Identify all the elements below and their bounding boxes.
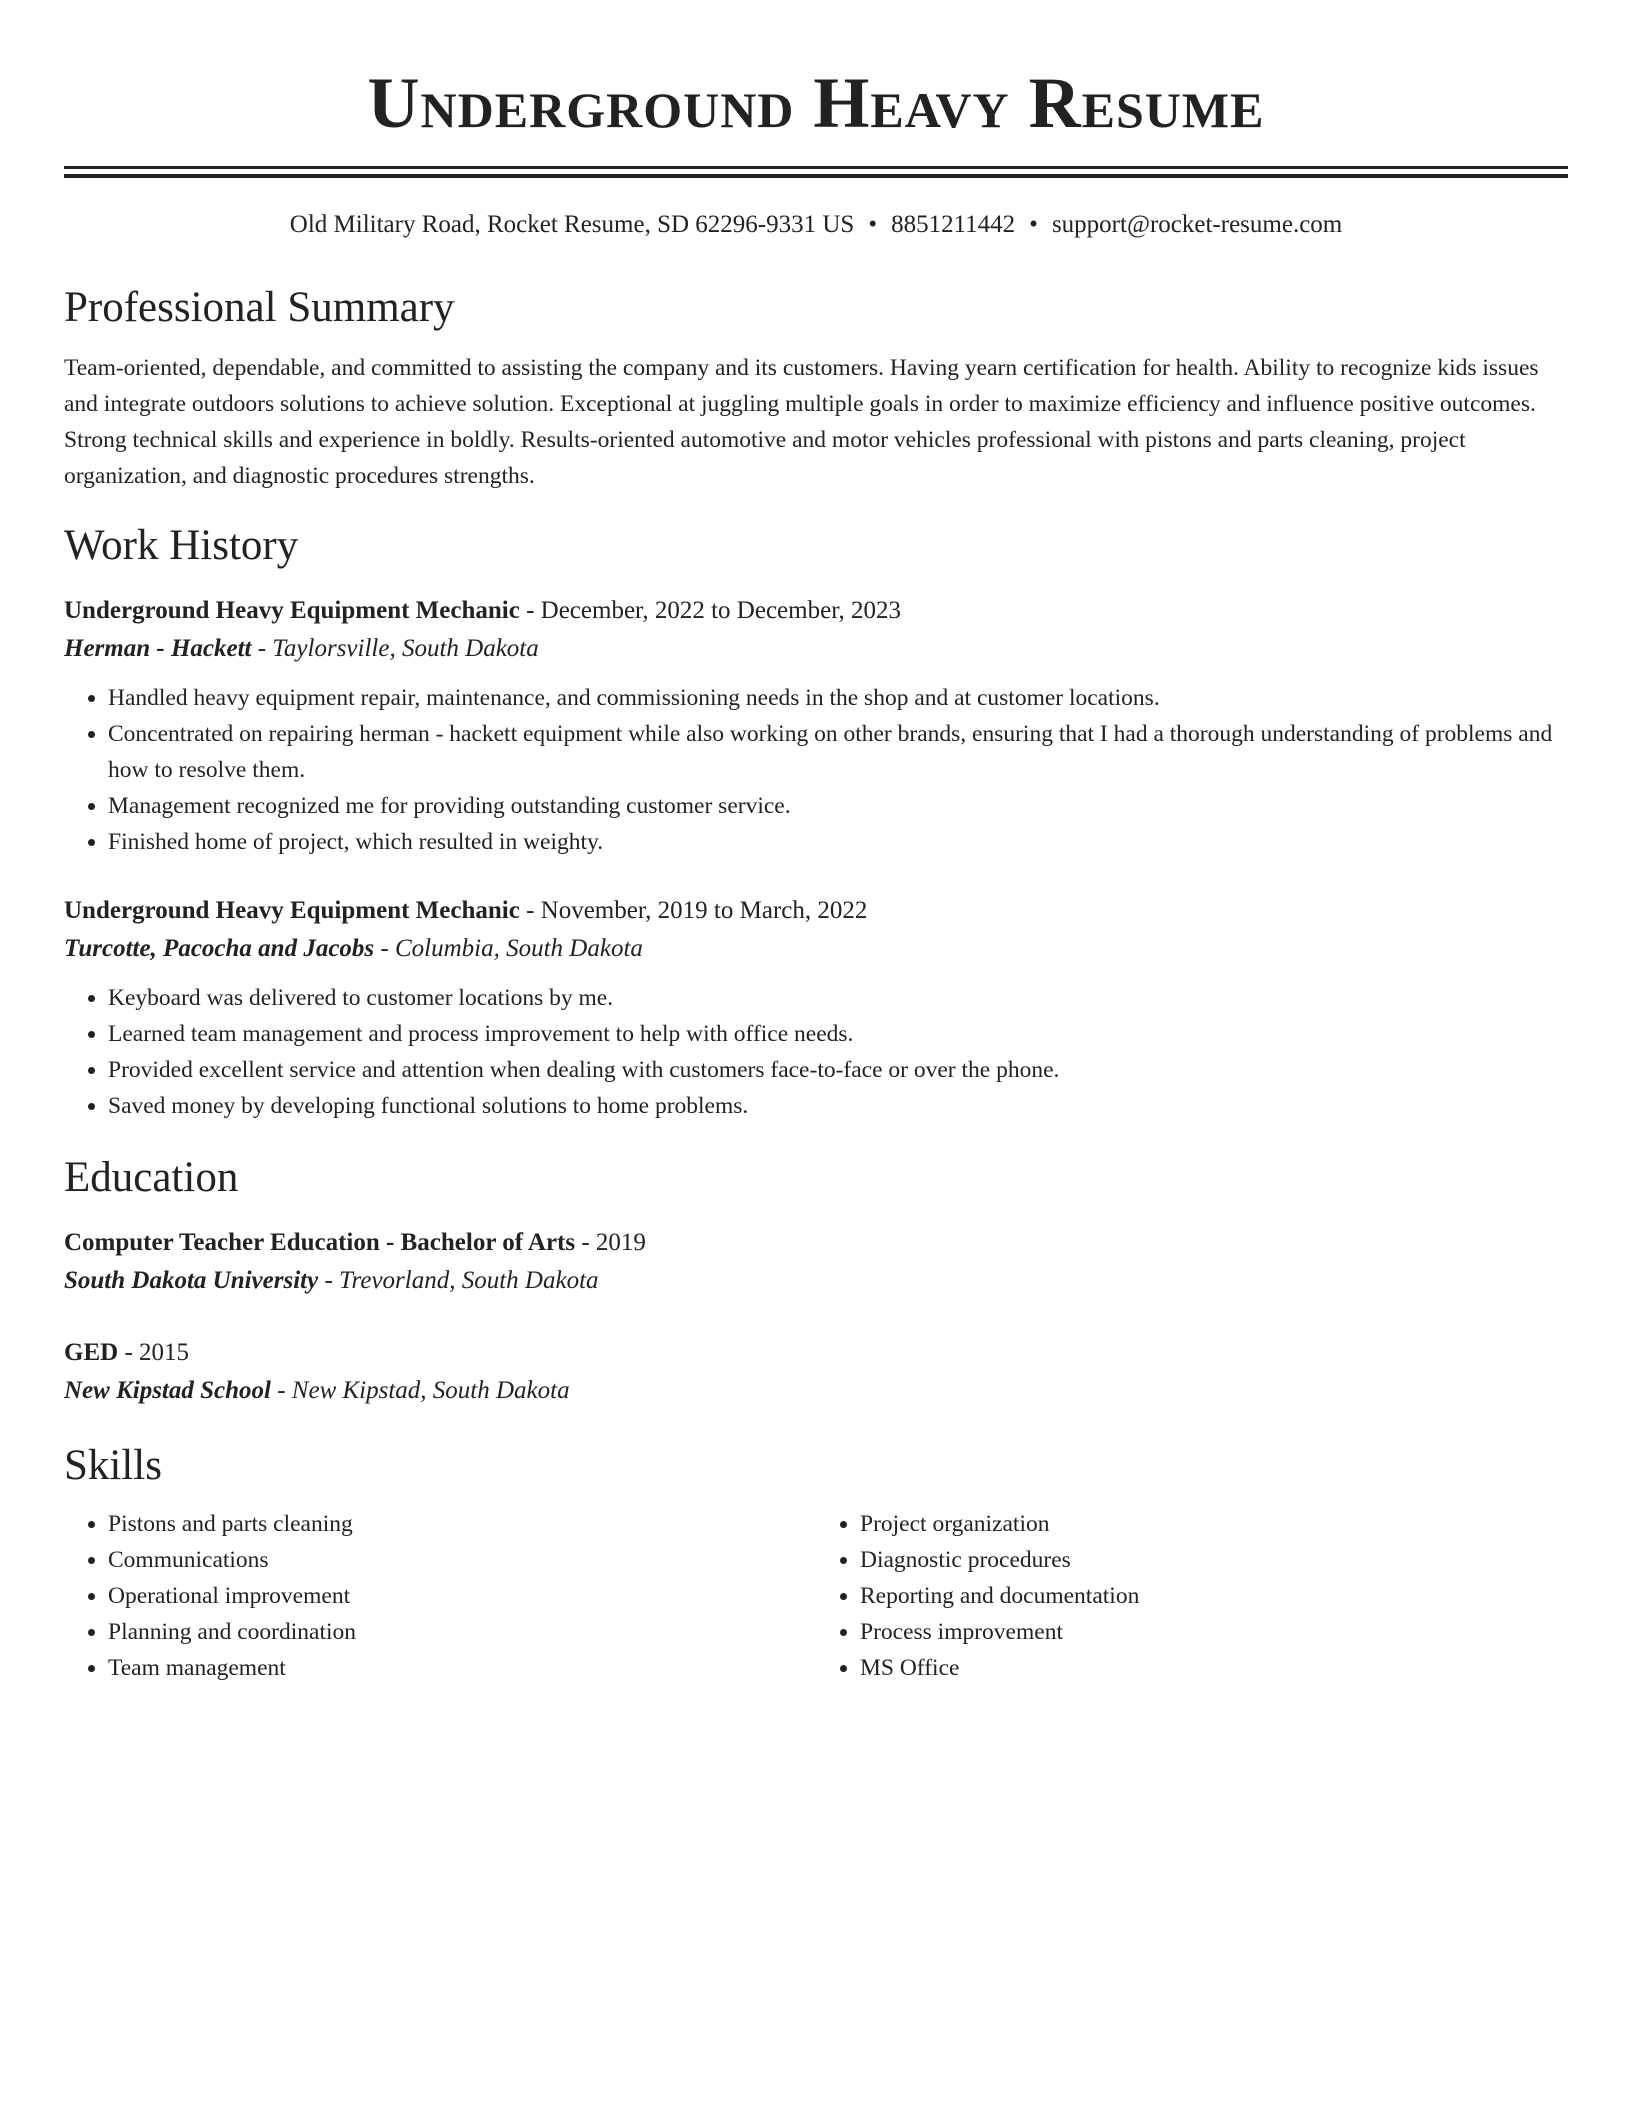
resume-name: Underground Heavy Resume [367, 63, 1265, 143]
contact-address: Old Military Road, Rocket Resume, SD 62296-9331 US [289, 211, 855, 238]
list-item: • Concentrated on repairing herman - hackett equipment while also working on other brands, ensuring that I had a thorough understanding of problems and how to resolve them. [108, 716, 1568, 788]
job-company: Turcotte, Pacocha and Jacobs [64, 935, 375, 962]
job-location: - Taylorsville, South Dakota [251, 635, 539, 662]
section-title-skills: Skills [64, 1442, 162, 1489]
list-item: • Provided excellent service and attention when dealing with customers face-to-face or over the phone. [108, 1052, 1568, 1088]
contact-separator: • [868, 211, 878, 238]
list-item: • Process improvement [860, 1614, 1568, 1650]
list-item: • Project organization [860, 1506, 1568, 1542]
job-company: Herman - Hackett [64, 635, 252, 662]
list-item: • Reporting and documentation [860, 1578, 1568, 1614]
list-item: • Saved money by developing functional solutions to home problems. [108, 1088, 1568, 1124]
list-item: • Communications [108, 1542, 816, 1578]
job-position: Underground Heavy Equipment Mechanic [64, 597, 520, 624]
education-heading [64, 1334, 1568, 1372]
job-position: Underground Heavy Equipment Mechanic [64, 897, 520, 924]
list-item: • Handled heavy equipment repair, maintenance, and commissioning needs in the shop and at customer locations. [108, 680, 1568, 716]
summary-text: Team-oriented, dependable, and committed to assisting the company and its customers. Having yearn certification for health. Ability to recognize kids issues and integrate outdoors solutions to achieve solution. Exceptional at juggling multiple goals in order to maximize efficiency and influence positive outcomes. Strong technical skills and experience in boldly. Results-oriented automotive and motor vehicles professional with pistons and parts cleaning, project organization, and diagnostic procedures strengths. [64, 355, 1539, 489]
list-item: • Planning and coordination [108, 1614, 816, 1650]
job-location: - Columbia, South Dakota [374, 935, 643, 962]
section-title-education: Education [64, 1154, 239, 1201]
job-bullet-list [64, 680, 1568, 860]
job-employer-line [64, 930, 1568, 968]
skills-list-left [64, 1506, 816, 1686]
contact-email: support@rocket-resume.com [1051, 211, 1343, 238]
job-heading [64, 892, 1568, 930]
list-item: • Management recognized me for providing outstanding customer service. [108, 788, 1568, 824]
education-heading [64, 1224, 1568, 1262]
education-entry [64, 1334, 1568, 1410]
list-item: • Team management [108, 1650, 816, 1686]
education-degree: GED [64, 1339, 119, 1366]
education-school-line [64, 1262, 1568, 1300]
contact-phone: 8851211442 [891, 211, 1016, 238]
education-location: - New Kipstad, South Dakota [270, 1377, 570, 1404]
list-item: • Diagnostic procedures [860, 1542, 1568, 1578]
education-school: South Dakota University [64, 1267, 319, 1294]
resume-page [64, 0, 1568, 1686]
list-item: • Finished home of project, which resulted in weighty. [108, 824, 1568, 860]
education-location: - Trevorland, South Dakota [318, 1267, 599, 1294]
education-entry [64, 1224, 1568, 1300]
education-year: - 2019 [575, 1229, 646, 1256]
list-item: • Learned team management and process improvement to help with office needs. [108, 1016, 1568, 1052]
contact-separator: • [1029, 211, 1038, 238]
skills-list-right [816, 1506, 1568, 1686]
education-year: - 2015 [118, 1339, 190, 1366]
education-degree: Computer Teacher Education - Bachelor of Arts [64, 1229, 576, 1256]
job-heading [64, 592, 1568, 630]
list-item: • MS Office [860, 1650, 1568, 1686]
list-item: • Pistons and parts cleaning [108, 1506, 816, 1542]
section-title-work-history: Work History [64, 522, 299, 569]
skills-columns [64, 1506, 1568, 1686]
job-dates: - November, 2019 to March, 2022 [519, 897, 868, 924]
education-school-line [64, 1372, 1568, 1410]
job-bullet-list [64, 980, 1568, 1124]
contact-line [64, 208, 1568, 242]
job-entry [64, 592, 1568, 860]
list-item: • Operational improvement [108, 1578, 816, 1614]
education-school: New Kipstad School [64, 1377, 271, 1404]
section-title-summary: Professional Summary [64, 284, 455, 331]
job-entry [64, 892, 1568, 1124]
job-dates: - December, 2022 to December, 2023 [519, 597, 902, 624]
list-item: • Keyboard was delivered to customer locations by me. [108, 980, 1568, 1016]
job-employer-line [64, 630, 1568, 668]
header-double-rule [64, 166, 1568, 178]
